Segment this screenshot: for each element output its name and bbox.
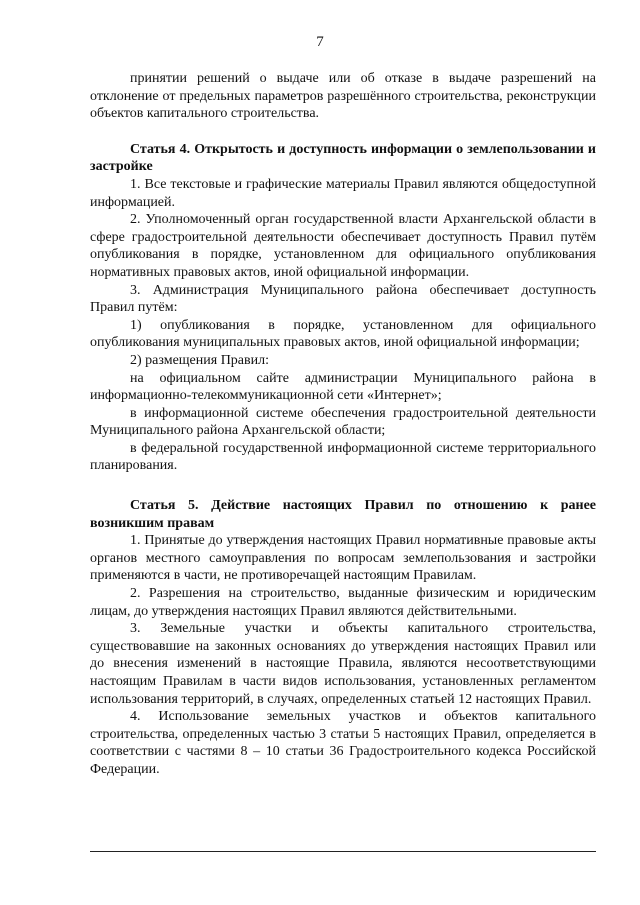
article-5-paragraph-1: 1. Принятые до утверждения настоящих Правил нормативные правовые акты органов местного самоуправления по вопросам землепользования и застройки применяются в части, не противоречащей настоящим Правилам. [90,533,596,584]
article-4-paragraph-1: 1. Все текстовые и графические материалы Правил являются общедоступной информацией. [90,176,596,210]
article-5-paragraph-3: 3. Земельные участки и объекты капитального строительства, существовавшие на законных основаниях до утверждения настоящих Правил или до внесения изменений в настоящие Правила, являются несоответствующими настоящим Правилам в части видов использования, установленных регламентом использования территорий, в случаях, определенных статьей 12 настоящих Правил. [90,621,596,707]
article-4-paragraph-2: 2. Уполномоченный орган государственной власти Архангельской области в сфере градостроительной деятельности обеспечивает доступность Правил путём опубликования в порядке, установленном для официального опубликования нормативных правовых актов, иной официальной информации. [90,212,596,280]
article-4-item-2b: в информационной системе обеспечения градостроительной деятельности Муниципального района Архангельской области; [90,405,596,439]
article-5-paragraph-4: 4. Использование земельных участков и объектов капитального строительства, определенных частью 3 статьи 5 настоящих Правил, определяется в соответствии с частями 8 – 10 статьи 36 Градостроительного кодекса Российской Федерации. [90,709,596,777]
article-5-paragraph-2: 2. Разрешения на строительство, выданные физическим и юридическим лицам, до утверждения настоящих Правил являются действительными. [90,586,596,619]
article-4-title: Статья 4. Открытость и доступность информации о землепользовании и застройке [90,141,596,175]
article-4-item-1: 1) опубликования в порядке, установленном для официального опубликования муниципальных правовых актов, иной официальной информации; [90,317,596,351]
article-5-title: Статья 5. Действие настоящих Правил по отношению к ранее возникшим правам [90,498,596,531]
article-4-item-2a: на официальном сайте администрации Муниципального района в информационно-телекоммуникационной сети «Интернет»; [90,370,596,404]
footer-divider [90,851,596,852]
article-4 [90,141,596,475]
article-4-item-2c: в федеральной государственной информационной системе территориального планирования. [90,440,596,474]
article-5 [90,497,596,779]
page-number: 7 [316,34,324,50]
article-4-paragraph-3: 3. Администрация Муниципального района обеспечивает доступность Правил путём: [90,282,596,316]
document-body [90,70,596,779]
article-4-item-2: 2) размещения Правил: [130,352,270,368]
intro-paragraph: принятии решений о выдаче или об отказе в выдаче разрешений на отклонение от предельных параметров разрешённого строительства, реконструкции объектов капитального строительства. [90,71,596,122]
